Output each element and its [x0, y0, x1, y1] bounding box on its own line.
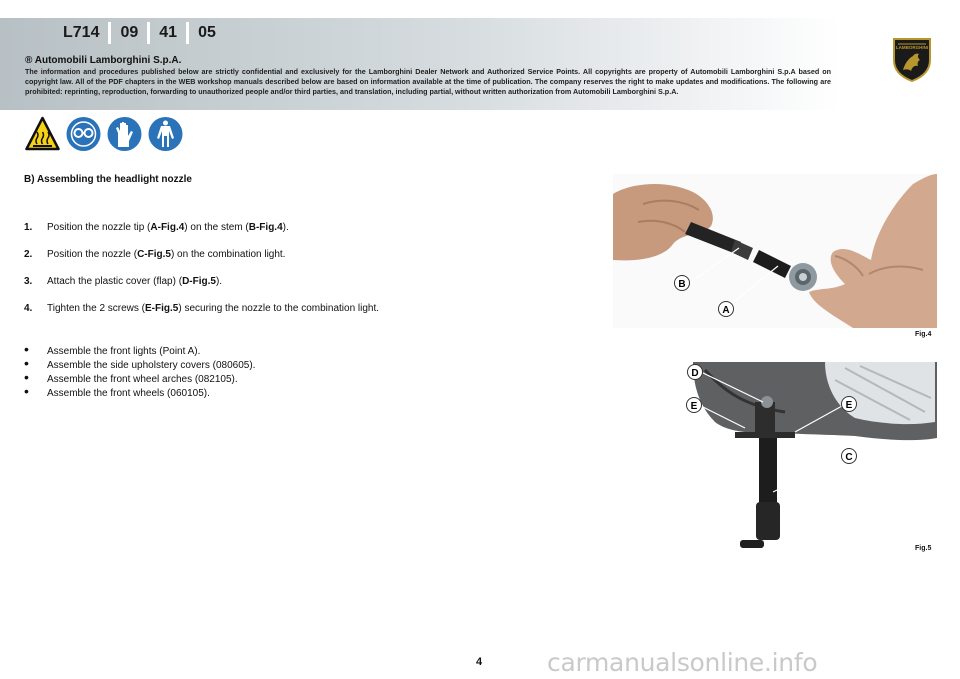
- figure-5-caption: Fig.5: [915, 545, 932, 552]
- step-text: ) on the stem (: [184, 222, 249, 233]
- step-text: ) on the combination light.: [170, 249, 286, 260]
- figure-4-caption: Fig.4: [915, 331, 932, 338]
- document-codes: [56, 20, 223, 46]
- list-item-text: Assemble the front lights (Point A).: [47, 346, 201, 357]
- protective-gloves-icon: [107, 116, 142, 152]
- callout-label: C: [845, 452, 853, 463]
- section-title: B) Assembling the headlight nozzle: [24, 174, 192, 185]
- code-separator: [186, 22, 189, 44]
- step-text: Attach the plastic cover (flap) (: [47, 276, 183, 287]
- step-number: 2.: [24, 249, 33, 260]
- step-text: ) securing the nozzle to the combination light.: [178, 303, 380, 314]
- step-item: [24, 249, 285, 260]
- watermark: carmanualsonline.info: [547, 648, 818, 677]
- bullet-icon: •: [24, 383, 29, 399]
- bullet-icon: •: [24, 341, 29, 357]
- list-item: [24, 341, 255, 358]
- legal-notice: The information and procedures published below are strictly confidential and exclusively for the Lamborghini Dealer Network and Authorized Service Points. All copyrights are property of Automobili Lamborghini S.p.A based on copyright law. All of the PDF chapters in the WEB workshop manuals described below are based on information available at the time of publication. The company reserves the right to make updates and modifications. The following are prohibited: reprinting, reproduction, forwarding to unauthorized people and/or third parties, and translation, including partial, without written authorization from Automobili Lamborghini S.p.A.: [25, 67, 831, 96]
- list-item-text: Assemble the front wheels (060105).: [47, 388, 210, 399]
- operation-code: 05: [198, 24, 216, 41]
- group-code: 09: [120, 24, 139, 41]
- callout-label: E: [845, 400, 853, 411]
- model-code: L714: [63, 24, 100, 41]
- subgroup-code: 41: [159, 24, 178, 41]
- callout-label: E: [690, 401, 698, 412]
- list-item: [24, 355, 256, 372]
- step-item: [24, 303, 379, 314]
- step-text: Position the nozzle tip (: [47, 222, 151, 233]
- list-item: [24, 383, 255, 400]
- safety-goggles-icon: [66, 116, 101, 152]
- callout-label: D: [691, 368, 699, 379]
- company-name: ® Automobili Lamborghini S.p.A.: [25, 55, 182, 66]
- lamborghini-logo-icon: [890, 36, 934, 82]
- code-separator: [108, 22, 111, 44]
- step-text: Tighten the 2 screws (: [47, 303, 146, 314]
- figure-5-photo: [685, 362, 937, 556]
- overalls-icon: [148, 116, 183, 152]
- follow-up-list: [24, 341, 256, 400]
- step-reference: E-Fig.5: [145, 303, 179, 314]
- step-reference: A-Fig.4: [150, 222, 185, 233]
- step-reference: D-Fig.5: [182, 276, 216, 287]
- callout-label: A: [722, 305, 730, 316]
- bullet-icon: •: [24, 355, 29, 371]
- page-number: 4: [476, 656, 483, 668]
- bullet-icon: •: [24, 369, 29, 385]
- list-item-text: Assemble the side upholstery covers (080605).: [47, 360, 256, 371]
- step-text: ).: [282, 222, 289, 233]
- code-separator: [147, 22, 150, 44]
- step-text: Position the nozzle (: [47, 249, 138, 260]
- safety-icons: [25, 116, 183, 152]
- step-number: 4.: [24, 303, 33, 314]
- step-reference: C-Fig.5: [137, 249, 171, 260]
- step-item: [24, 222, 289, 233]
- hot-surface-warning-icon: [25, 116, 60, 152]
- svg-text:LAMBORGHINI: LAMBORGHINI: [895, 45, 929, 50]
- step-reference: B-Fig.4: [248, 222, 283, 233]
- list-item: [24, 369, 255, 386]
- callout-label: B: [678, 279, 686, 290]
- step-number: 1.: [24, 222, 33, 233]
- list-item-text: Assemble the front wheel arches (082105).: [47, 374, 238, 385]
- figure-4-photo: [613, 174, 937, 328]
- step-text: ).: [215, 276, 223, 287]
- step-number: 3.: [24, 276, 33, 287]
- step-item: [24, 276, 222, 287]
